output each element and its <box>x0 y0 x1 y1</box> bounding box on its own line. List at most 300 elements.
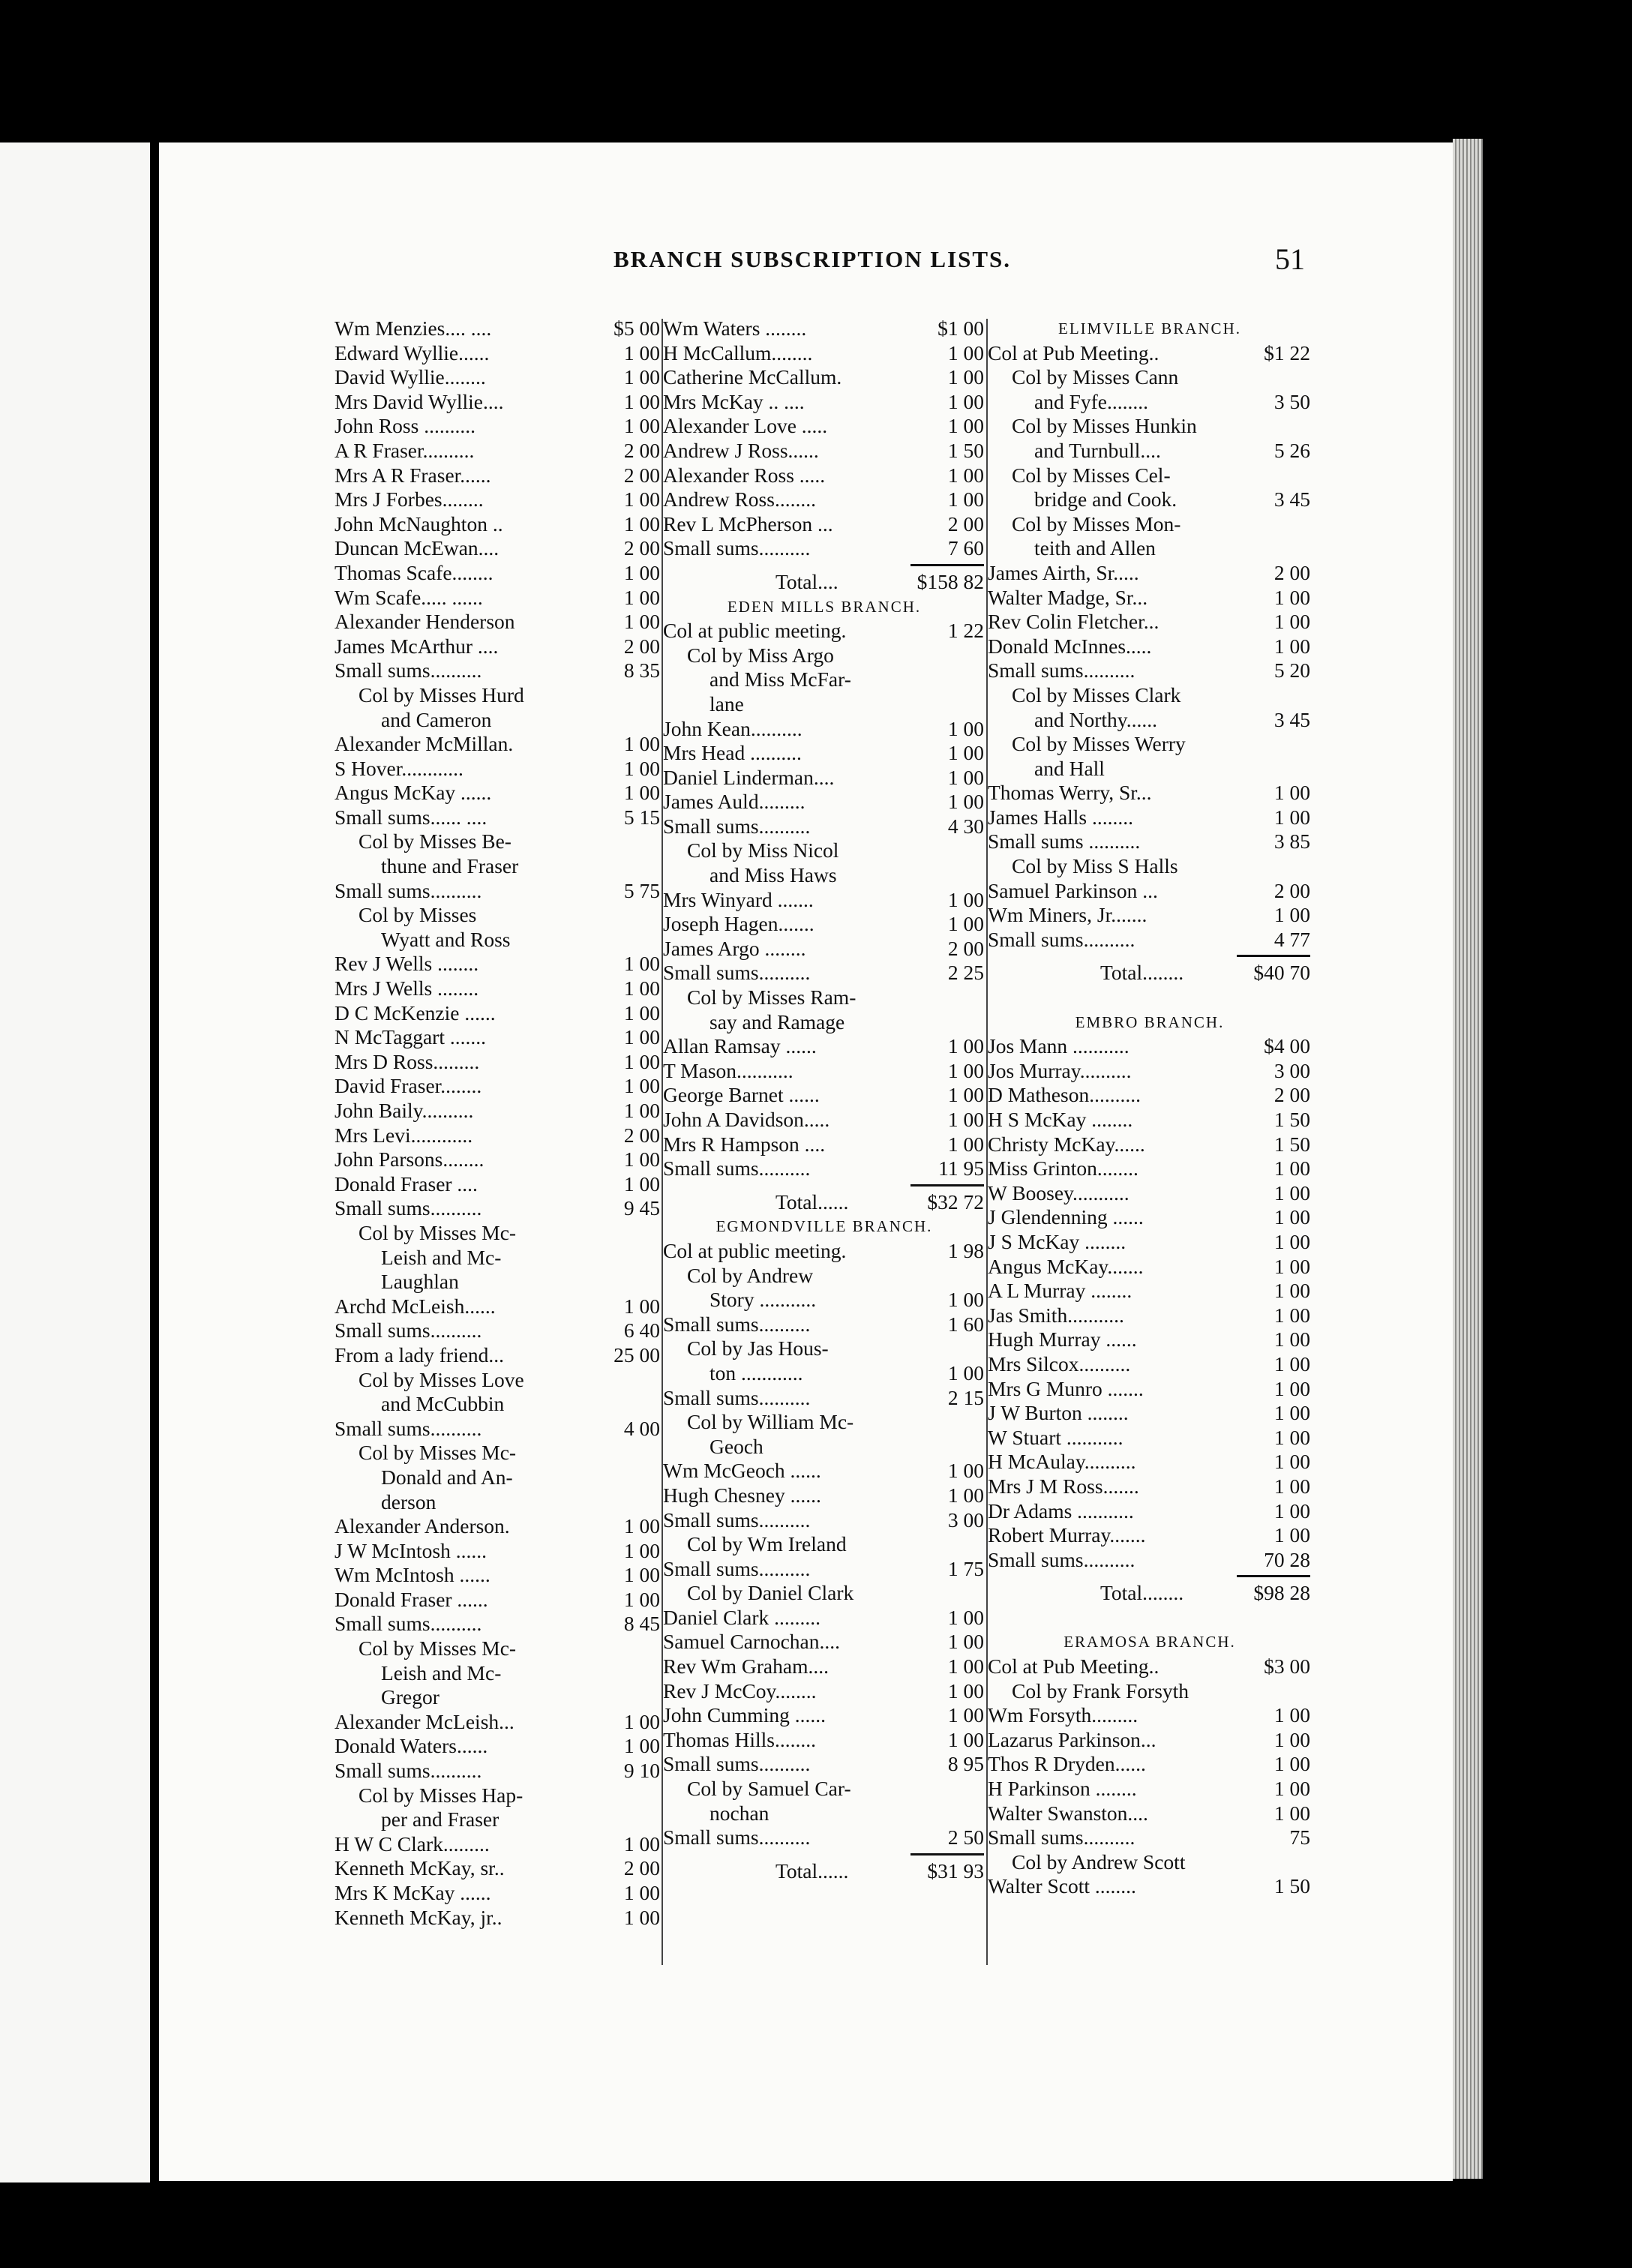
entry-amount: 1 00 <box>947 1483 984 1507</box>
entry-name: Small sums.......... <box>334 658 482 682</box>
entry-name: say and Ramage <box>710 1010 845 1034</box>
entry-name: Catherine McCallum. <box>663 365 842 389</box>
entry-name: Small sums.......... <box>663 1508 811 1532</box>
entry-amount: 25 00 <box>614 1342 660 1366</box>
entry-amount: 1 00 <box>623 976 660 1000</box>
subscription-entry <box>988 757 1312 782</box>
entry-amount: 1 50 <box>1274 1132 1310 1156</box>
entry-amount: 5 75 <box>623 878 660 902</box>
entry-name: Col by Andrew <box>687 1263 814 1287</box>
entry-amount: 2 00 <box>1274 878 1310 902</box>
subscription-entry <box>663 1557 986 1582</box>
subscription-entry <box>663 1606 986 1630</box>
entry-name: Edward Wyllie...... <box>334 340 490 364</box>
entry-amount: 1 00 <box>1274 781 1310 805</box>
entry-amount: 1 50 <box>947 438 984 462</box>
subscription-entry <box>988 1279 1312 1304</box>
entry-name: W Stuart ........... <box>988 1425 1124 1449</box>
entry-amount: 1 00 <box>623 365 660 389</box>
total-rule <box>663 1181 986 1190</box>
entry-name: D C McKenzie ...... <box>334 1000 496 1024</box>
entry-name: Small sums.......... <box>334 1612 482 1636</box>
total-rule <box>988 1572 1312 1581</box>
subscription-entry <box>988 1255 1312 1280</box>
entry-amount: 1 00 <box>1274 1279 1310 1303</box>
entry-amount: 1 00 <box>1274 1752 1310 1776</box>
entry-name: Small sums.......... <box>334 1196 482 1220</box>
subscription-entry <box>988 610 1312 634</box>
subscription-entry <box>334 952 662 976</box>
entry-name: Col by Misses <box>358 903 477 927</box>
entry-name: Wm McGeoch ...... <box>663 1459 821 1483</box>
entry-amount: 1 00 <box>947 1132 984 1156</box>
subscription-entry <box>988 683 1312 708</box>
subscription-entry <box>334 879 662 904</box>
entry-name: Small sums.......... <box>334 1416 482 1440</box>
entry-name: lane <box>710 692 744 716</box>
entry-amount: 70 28 <box>1264 1547 1310 1571</box>
entry-amount: 1 00 <box>947 1630 984 1654</box>
subscription-entry <box>988 488 1312 512</box>
entry-name: and Cameron <box>381 707 492 731</box>
entry-name: H W C Clark......... <box>334 1832 490 1856</box>
entry-name: David Fraser........ <box>334 1074 482 1098</box>
entry-amount: 2 50 <box>947 1826 984 1850</box>
entry-amount: 2 00 <box>623 1856 660 1880</box>
entry-name: H McAulay.......... <box>988 1450 1136 1474</box>
entry-name: and Turnbull.... <box>1034 438 1161 462</box>
entry-name: Leish and Mc- <box>381 1660 502 1684</box>
total-row <box>988 961 1312 986</box>
subscription-entry <box>663 390 986 415</box>
subscription-entry <box>988 1548 1312 1573</box>
entry-amount: 11 95 <box>938 1156 984 1180</box>
entry-name: Mrs McKay .. .... <box>663 389 805 413</box>
entry-amount: 1 00 <box>947 1108 984 1131</box>
entry-name: Col by Misses Hunkin <box>1012 414 1197 438</box>
subscription-entry <box>988 634 1312 659</box>
subscription-entry <box>334 536 662 561</box>
entry-name: Total.... <box>776 569 838 593</box>
entry-name: Small sums.......... <box>988 927 1136 951</box>
subscription-entry <box>334 1856 662 1881</box>
entry-name: Wm McIntosh ...... <box>334 1563 490 1587</box>
entry-name: per and Fraser <box>381 1808 500 1832</box>
entry-name: Angus McKay ...... <box>334 781 492 805</box>
entry-name: Laughlan <box>381 1270 459 1294</box>
subscription-entry <box>988 1132 1312 1157</box>
entry-name: James Argo ........ <box>663 936 806 960</box>
entry-amount: 1 00 <box>947 912 984 936</box>
subscription-entry <box>663 619 986 644</box>
entry-name: Total........ <box>1100 1581 1184 1605</box>
subscription-entry <box>663 1484 986 1508</box>
entry-name: W Boosey........... <box>988 1180 1130 1204</box>
entry-name: Thomas Werry, Sr... <box>988 781 1152 805</box>
entry-amount: 1 00 <box>947 1459 984 1483</box>
entry-name: Hugh Chesney ...... <box>663 1483 821 1507</box>
subscription-entry <box>334 1294 662 1319</box>
entry-name: Donald Waters...... <box>334 1734 488 1758</box>
entry-amount: 1 00 <box>623 1514 660 1538</box>
entry-name: Alexander Love ..... <box>663 414 828 438</box>
entry-name: Daniel Clark ......... <box>663 1605 821 1629</box>
subscription-entry <box>663 790 986 814</box>
entry-amount: 1 00 <box>947 365 984 389</box>
entry-amount: 1 00 <box>623 512 660 536</box>
entry-amount: 1 00 <box>623 732 660 756</box>
entry-amount: 3 45 <box>1274 707 1310 731</box>
subscription-entry <box>334 781 662 806</box>
subscription-entry <box>334 1074 662 1099</box>
subscription-entry <box>663 1386 986 1411</box>
subscription-entry <box>334 1099 662 1124</box>
entry-name: John Parsons........ <box>334 1148 484 1172</box>
entry-name: Mrs J Forbes........ <box>334 488 484 512</box>
entry-amount: 1 00 <box>947 1605 984 1629</box>
entry-name: Allan Ramsay ...... <box>663 1034 817 1058</box>
subscription-entry <box>663 1435 986 1460</box>
entry-name: Mrs R Hampson .... <box>663 1132 826 1156</box>
entry-name: Col by Misses Clark <box>1012 682 1181 706</box>
entry-name: Col by Misses Mc- <box>358 1441 517 1465</box>
subscription-entry <box>663 1777 986 1802</box>
subscription-entry <box>988 414 1312 439</box>
subscription-entry <box>663 1679 986 1704</box>
subscription-entry <box>663 341 986 366</box>
subscription-entry <box>663 937 986 962</box>
entry-name: Col by Miss Argo <box>687 643 834 667</box>
entry-name: Col at public meeting. <box>663 619 847 643</box>
entry-name: Gregor <box>381 1685 440 1709</box>
entry-name: Small sums.......... <box>663 1556 811 1580</box>
entry-name: bridge and Cook. <box>1034 488 1178 512</box>
entry-amount: 5 15 <box>623 805 660 829</box>
entry-name: J W Burton ........ <box>988 1401 1129 1425</box>
entry-amount: 1 00 <box>1274 1254 1310 1278</box>
subscription-entry <box>988 1230 1312 1255</box>
entry-name: Wyatt and Ross <box>381 927 511 951</box>
entry-amount: 1 00 <box>947 741 984 765</box>
entry-name: George Barnet ...... <box>663 1083 820 1107</box>
total-rule <box>663 561 986 570</box>
subscription-entry <box>663 1083 986 1108</box>
entry-amount: 1 50 <box>1274 1874 1310 1898</box>
column-3 <box>988 316 1312 1899</box>
entry-name: Mrs Silcox.......... <box>988 1352 1131 1376</box>
subscription-entry <box>663 814 986 839</box>
subscription-entry <box>988 1679 1312 1704</box>
subscription-entry <box>663 692 986 717</box>
entry-name: Wm Waters ........ <box>663 316 807 340</box>
entry-name: Small sums.......... <box>334 1318 482 1342</box>
entry-name: Col by Andrew Scott <box>1012 1850 1186 1874</box>
subscription-entry <box>334 806 662 830</box>
subscription-entry <box>988 781 1312 806</box>
entry-amount: 3 00 <box>1274 1058 1310 1082</box>
entry-amount: 1 00 <box>947 1678 984 1702</box>
subscription-entry <box>334 1318 662 1343</box>
entry-name: Alexander McMillan. <box>334 732 514 756</box>
entry-name: Donald Fraser .... <box>334 1172 478 1196</box>
subscription-entry <box>334 683 662 708</box>
entry-name: Col by Misses Ram- <box>687 986 856 1010</box>
entry-amount: 1 00 <box>623 1294 660 1318</box>
entry-amount: 9 45 <box>623 1196 660 1220</box>
entry-amount: 1 00 <box>1274 1450 1310 1474</box>
entry-name: John Baily.......... <box>334 1099 474 1122</box>
entry-name: A R Fraser.......... <box>334 438 475 462</box>
page-number: 51 <box>1275 242 1305 276</box>
entry-name: Kenneth McKay, jr.. <box>334 1905 502 1929</box>
entry-amount: 1 98 <box>947 1238 984 1262</box>
entry-amount: 1 00 <box>1274 1425 1310 1449</box>
subscription-entry <box>988 464 1312 488</box>
entry-amount: 1 00 <box>623 610 660 634</box>
subscription-entry <box>988 561 1312 586</box>
subscription-entry <box>988 658 1312 683</box>
entry-name: A L Murray ........ <box>988 1279 1132 1303</box>
entry-name: Small sums.......... <box>663 1752 811 1776</box>
subscription-entry <box>334 1832 662 1857</box>
entry-name: Jos Mann ........... <box>988 1034 1130 1058</box>
entry-amount: 1 00 <box>1274 1498 1310 1522</box>
entry-name: J W McIntosh ...... <box>334 1538 487 1562</box>
subscription-entry <box>988 879 1312 904</box>
entry-name: James Airth, Sr..... <box>988 560 1139 584</box>
entry-name: H McCallum........ <box>663 340 813 364</box>
entry-name: Lazarus Parkinson... <box>988 1727 1156 1751</box>
entry-amount: 1 00 <box>1274 1727 1310 1751</box>
entry-amount: 1 00 <box>1274 1205 1310 1229</box>
subscription-entry <box>663 1239 986 1264</box>
subscription-entry <box>663 888 986 913</box>
entry-name: John Cumming ...... <box>663 1703 826 1727</box>
subscription-entry <box>988 1401 1312 1426</box>
subscription-entry <box>988 341 1312 366</box>
subscription-entry <box>334 1392 662 1417</box>
entry-name: Donald McInnes..... <box>988 634 1152 658</box>
subscription-entry <box>334 1196 662 1221</box>
entry-amount: 1 00 <box>1274 1352 1310 1376</box>
branch-heading-text: EDEN MILLS BRANCH. <box>727 597 922 616</box>
entry-amount: 1 00 <box>623 1025 660 1049</box>
subscription-entry <box>334 1148 662 1172</box>
subscription-entry <box>988 1777 1312 1802</box>
subscription-entry <box>663 1802 986 1826</box>
entry-amount: $3 00 <box>1264 1654 1310 1678</box>
branch-heading <box>663 595 986 620</box>
entry-amount: 1 00 <box>1274 1328 1310 1352</box>
subscription-entry <box>663 1728 986 1753</box>
subscription-entry <box>988 390 1312 415</box>
subscription-entry <box>334 928 662 952</box>
subscription-entry <box>334 854 662 879</box>
entry-amount: 1 00 <box>947 1727 984 1751</box>
subscription-entry <box>334 1539 662 1564</box>
subscription-entry <box>334 757 662 782</box>
entry-name: Alexander McLeish... <box>334 1709 514 1733</box>
entry-name: Walter Scott ........ <box>988 1874 1136 1898</box>
entry-amount: $5 00 <box>614 316 660 340</box>
subscription-entry <box>663 1156 986 1181</box>
total-rule <box>663 1850 986 1859</box>
subscription-entry <box>988 1499 1312 1524</box>
entry-amount: 1 00 <box>947 887 984 911</box>
branch-heading <box>988 1630 1312 1654</box>
entry-amount: 75 <box>1289 1826 1310 1850</box>
entry-name: Col by Misses Be- <box>358 830 512 854</box>
entry-amount: 1 00 <box>947 1654 984 1678</box>
branch-heading-text: ERAMOSA BRANCH. <box>1064 1633 1236 1652</box>
entry-name: Total...... <box>776 1858 849 1882</box>
subscription-entry <box>663 1336 986 1361</box>
entry-amount: 1 00 <box>623 1905 660 1929</box>
entry-name: ton ............ <box>710 1360 803 1384</box>
subscription-entry <box>988 1728 1312 1753</box>
entry-amount: 1 75 <box>947 1556 984 1580</box>
subscription-entry <box>334 1588 662 1612</box>
entry-amount: $4 00 <box>1264 1034 1310 1058</box>
entry-name: Mrs J M Ross....... <box>988 1474 1139 1498</box>
entry-amount: 1 00 <box>1274 1474 1310 1498</box>
subscription-entry <box>663 1703 986 1728</box>
entry-name: James McArthur .... <box>334 634 499 658</box>
subscription-entry <box>988 1426 1312 1450</box>
subscription-entry <box>663 1034 986 1059</box>
entry-name: Rev L McPherson ... <box>663 512 833 536</box>
subscription-entry <box>334 488 662 512</box>
entry-amount: $40 70 <box>1253 961 1310 985</box>
entry-amount: 1 00 <box>1274 805 1310 829</box>
entry-name: T Mason........... <box>663 1058 794 1082</box>
entry-amount: 1 00 <box>623 1148 660 1172</box>
subscription-entry <box>988 439 1312 464</box>
entry-name: John Kean.......... <box>663 716 802 740</box>
subscription-entry <box>988 1752 1312 1777</box>
subscription-entry <box>988 732 1312 757</box>
entry-name: Small sums.......... <box>663 814 811 838</box>
entry-name: Wm Menzies.... .... <box>334 316 492 340</box>
entry-amount: 1 00 <box>623 1074 660 1098</box>
subscription-entry <box>663 1630 986 1654</box>
subscription-entry <box>988 1826 1312 1850</box>
entry-amount: 1 00 <box>1274 1401 1310 1425</box>
entry-amount: 1 00 <box>1274 1229 1310 1253</box>
entry-name: Donald and An- <box>381 1465 513 1489</box>
subscription-entry <box>663 1010 986 1035</box>
entry-amount: $98 28 <box>1253 1581 1310 1605</box>
entry-name: thune and Fraser <box>381 854 519 878</box>
entry-amount: 1 00 <box>623 781 660 805</box>
entry-name: Mrs Winyard ....... <box>663 887 814 911</box>
subscription-entry <box>988 586 1312 610</box>
entry-name: From a lady friend... <box>334 1342 505 1366</box>
entry-name: and Fyfe........ <box>1034 389 1148 413</box>
entry-amount: 4 30 <box>947 814 984 838</box>
entry-name: James Auld......... <box>663 790 806 814</box>
subscription-entry <box>663 1581 986 1606</box>
entry-amount: 1 00 <box>947 414 984 438</box>
entry-name: Walter Swanston.... <box>988 1801 1148 1825</box>
subscription-entry <box>988 1304 1312 1328</box>
subscription-entry <box>334 512 662 537</box>
entry-name: Col by Misses Love <box>358 1367 524 1391</box>
entry-amount: 1 22 <box>947 619 984 643</box>
entry-name: Daniel Linderman.... <box>663 765 835 789</box>
branch-heading <box>988 316 1312 341</box>
subscription-entry <box>988 1606 1312 1630</box>
subscription-entry <box>334 1441 662 1466</box>
entry-amount: $31 93 <box>927 1858 984 1882</box>
entry-amount: 1 00 <box>623 952 660 976</box>
entry-name: David Wyllie........ <box>334 365 486 389</box>
entry-name: Small sums.......... <box>663 536 811 560</box>
subscription-entry <box>988 1654 1312 1679</box>
entry-amount: 2 00 <box>623 438 660 462</box>
subscription-entry <box>334 1050 662 1075</box>
entry-amount: $1 22 <box>1264 340 1310 364</box>
entry-name: Miss Grinton........ <box>988 1156 1138 1180</box>
entry-amount: 8 95 <box>947 1752 984 1776</box>
entry-name: Mrs G Munro ....... <box>988 1376 1144 1400</box>
entry-amount: 2 00 <box>1274 1083 1310 1107</box>
subscription-entry <box>988 1108 1312 1132</box>
entry-amount: 8 35 <box>623 658 660 682</box>
entry-name: Walter Madge, Sr... <box>988 585 1148 609</box>
entry-name: Alexander Anderson. <box>334 1514 510 1538</box>
entry-name: Total...... <box>776 1190 849 1214</box>
branch-heading-text: EGMONDVILLE BRANCH. <box>716 1217 933 1236</box>
entry-name: Thos R Dryden...... <box>988 1752 1146 1776</box>
entry-name: Small sums .......... <box>988 830 1141 854</box>
entry-name: John Ross .......... <box>334 414 476 438</box>
entry-name: Small sums.......... <box>988 658 1136 682</box>
subscription-entry <box>334 1808 662 1832</box>
entry-name: Mrs Head .......... <box>663 741 802 765</box>
subscription-entry <box>334 390 662 415</box>
entry-amount: 7 60 <box>947 536 984 560</box>
entry-amount: 1 00 <box>1274 610 1310 634</box>
subscription-entry <box>988 1377 1312 1402</box>
entry-amount: 1 00 <box>947 463 984 487</box>
subscription-entry <box>334 1001 662 1026</box>
subscription-entry <box>334 1343 662 1368</box>
entry-name: Mrs David Wyllie.... <box>334 389 504 413</box>
entry-name: Samuel Parkinson ... <box>988 878 1158 902</box>
entry-name: Col by Misses Hurd <box>358 682 524 706</box>
subscription-entry <box>988 830 1312 854</box>
running-head: BRANCH SUBSCRIPTION LISTS. <box>614 246 1012 272</box>
entry-name: Small sums.......... <box>334 878 482 902</box>
entry-name: James Halls ........ <box>988 805 1134 829</box>
subscription-entry <box>988 1328 1312 1352</box>
entry-name: derson <box>381 1490 436 1514</box>
entry-name: J S McKay ........ <box>988 1229 1126 1253</box>
entry-name: Geoch <box>710 1434 764 1458</box>
subscription-entry <box>334 1466 662 1490</box>
subscription-entry <box>334 316 662 341</box>
subscription-entry <box>988 365 1312 390</box>
entry-name: Mrs A R Fraser...... <box>334 463 491 487</box>
entry-name: Col by Daniel Clark <box>687 1581 854 1605</box>
subscription-entry <box>663 1752 986 1777</box>
entry-amount: $32 72 <box>927 1190 984 1214</box>
entry-amount: 3 50 <box>1274 389 1310 413</box>
entry-name: Col by Miss Nicol <box>687 838 839 862</box>
entry-name: Small sums.......... <box>334 1759 482 1783</box>
entry-amount: 1 00 <box>1274 1376 1310 1400</box>
